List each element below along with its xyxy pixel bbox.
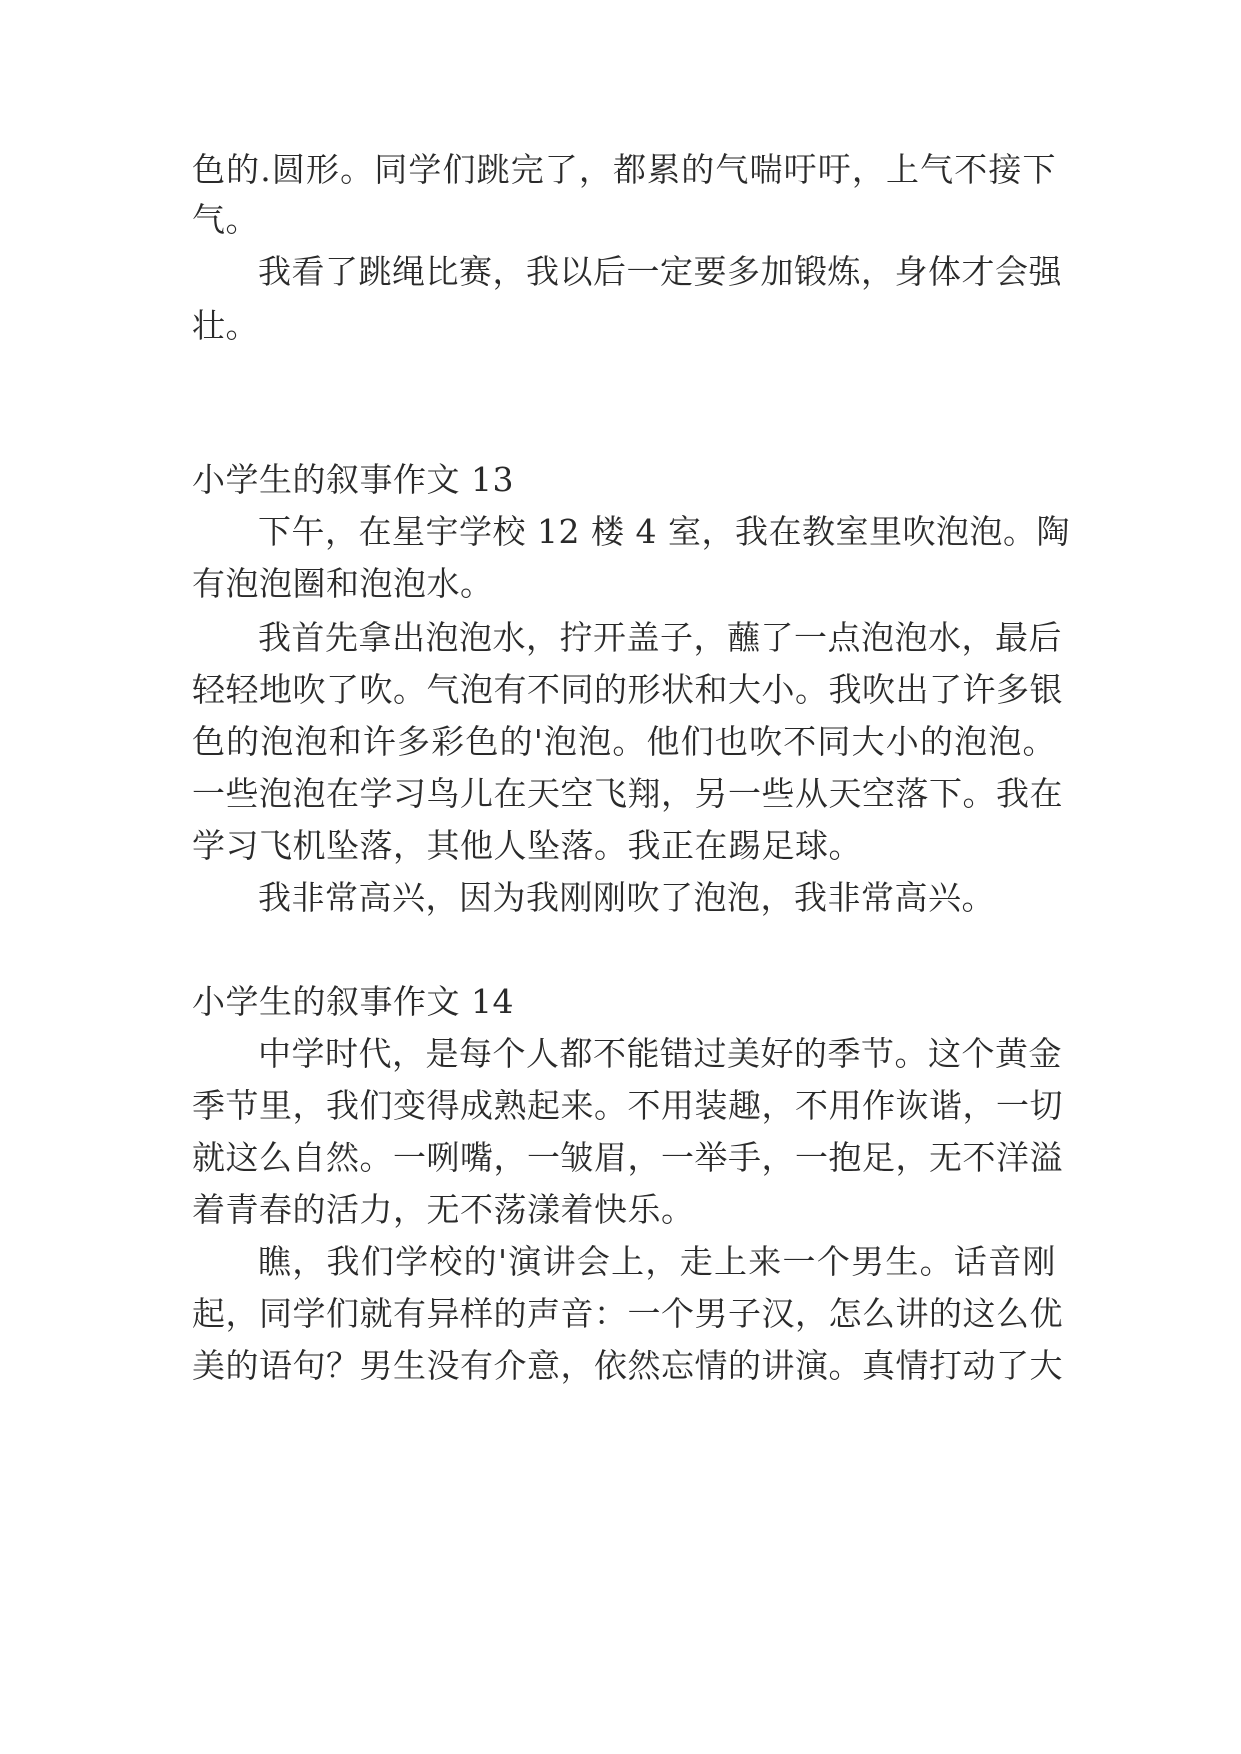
text-line: 一些泡泡在学习鸟儿在天空飞翔，另一些从天空落下。我在: [192, 774, 1063, 813]
text-line: 下午，在星宇学校 12 楼 4 室，我在教室里吹泡泡。陶: [258, 512, 1070, 551]
text-line: 美的语句？男生没有介意，依然忘情的讲演。真情打动了大: [192, 1346, 1063, 1385]
text-line: 起，同学们就有异样的声音：一个男子汉，怎么讲的这么优: [192, 1294, 1063, 1333]
text-line: 我看了跳绳比赛，我以后一定要多加锻炼，身体才会强: [258, 252, 1062, 291]
text-line: 色的.圆形。同学们跳完了，都累的气喘吁吁，上气不接下: [192, 150, 1056, 189]
text-line: 季节里，我们变得成熟起来。不用装趣，不用作诙谐，一切: [192, 1086, 1063, 1125]
text-line: 气。: [192, 200, 259, 239]
text-line: 我首先拿出泡泡水，拧开盖子，蘸了一点泡泡水，最后: [258, 618, 1062, 657]
text-line: 壮。: [192, 306, 259, 345]
text-line: 瞧，我们学校的'演讲会上，走上来一个男生。话音刚: [258, 1242, 1056, 1281]
text-line: 中学时代，是每个人都不能错过美好的季节。这个黄金: [258, 1034, 1062, 1073]
text-line: 色的泡泡和许多彩色的'泡泡。他们也吹不同大小的泡泡。: [192, 722, 1056, 761]
text-line: 轻轻地吹了吹。气泡有不同的形状和大小。我吹出了许多银: [192, 670, 1063, 709]
article-title: 小学生的叙事作文 13: [192, 460, 514, 499]
text-line: 有泡泡圈和泡泡水。: [192, 564, 494, 603]
text-line: 着青春的活力，无不荡漾着快乐。: [192, 1190, 695, 1229]
article-title: 小学生的叙事作文 14: [192, 982, 514, 1021]
document-page: [192, 0, 1070, 1754]
text-line: 学习飞机坠落，其他人坠落。我正在踢足球。: [192, 826, 862, 865]
text-line: 我非常高兴，因为我刚刚吹了泡泡，我非常高兴。: [258, 878, 995, 917]
text-line: 就这么自然。一咧嘴，一皱眉，一举手，一抱足，无不洋溢: [192, 1138, 1063, 1177]
